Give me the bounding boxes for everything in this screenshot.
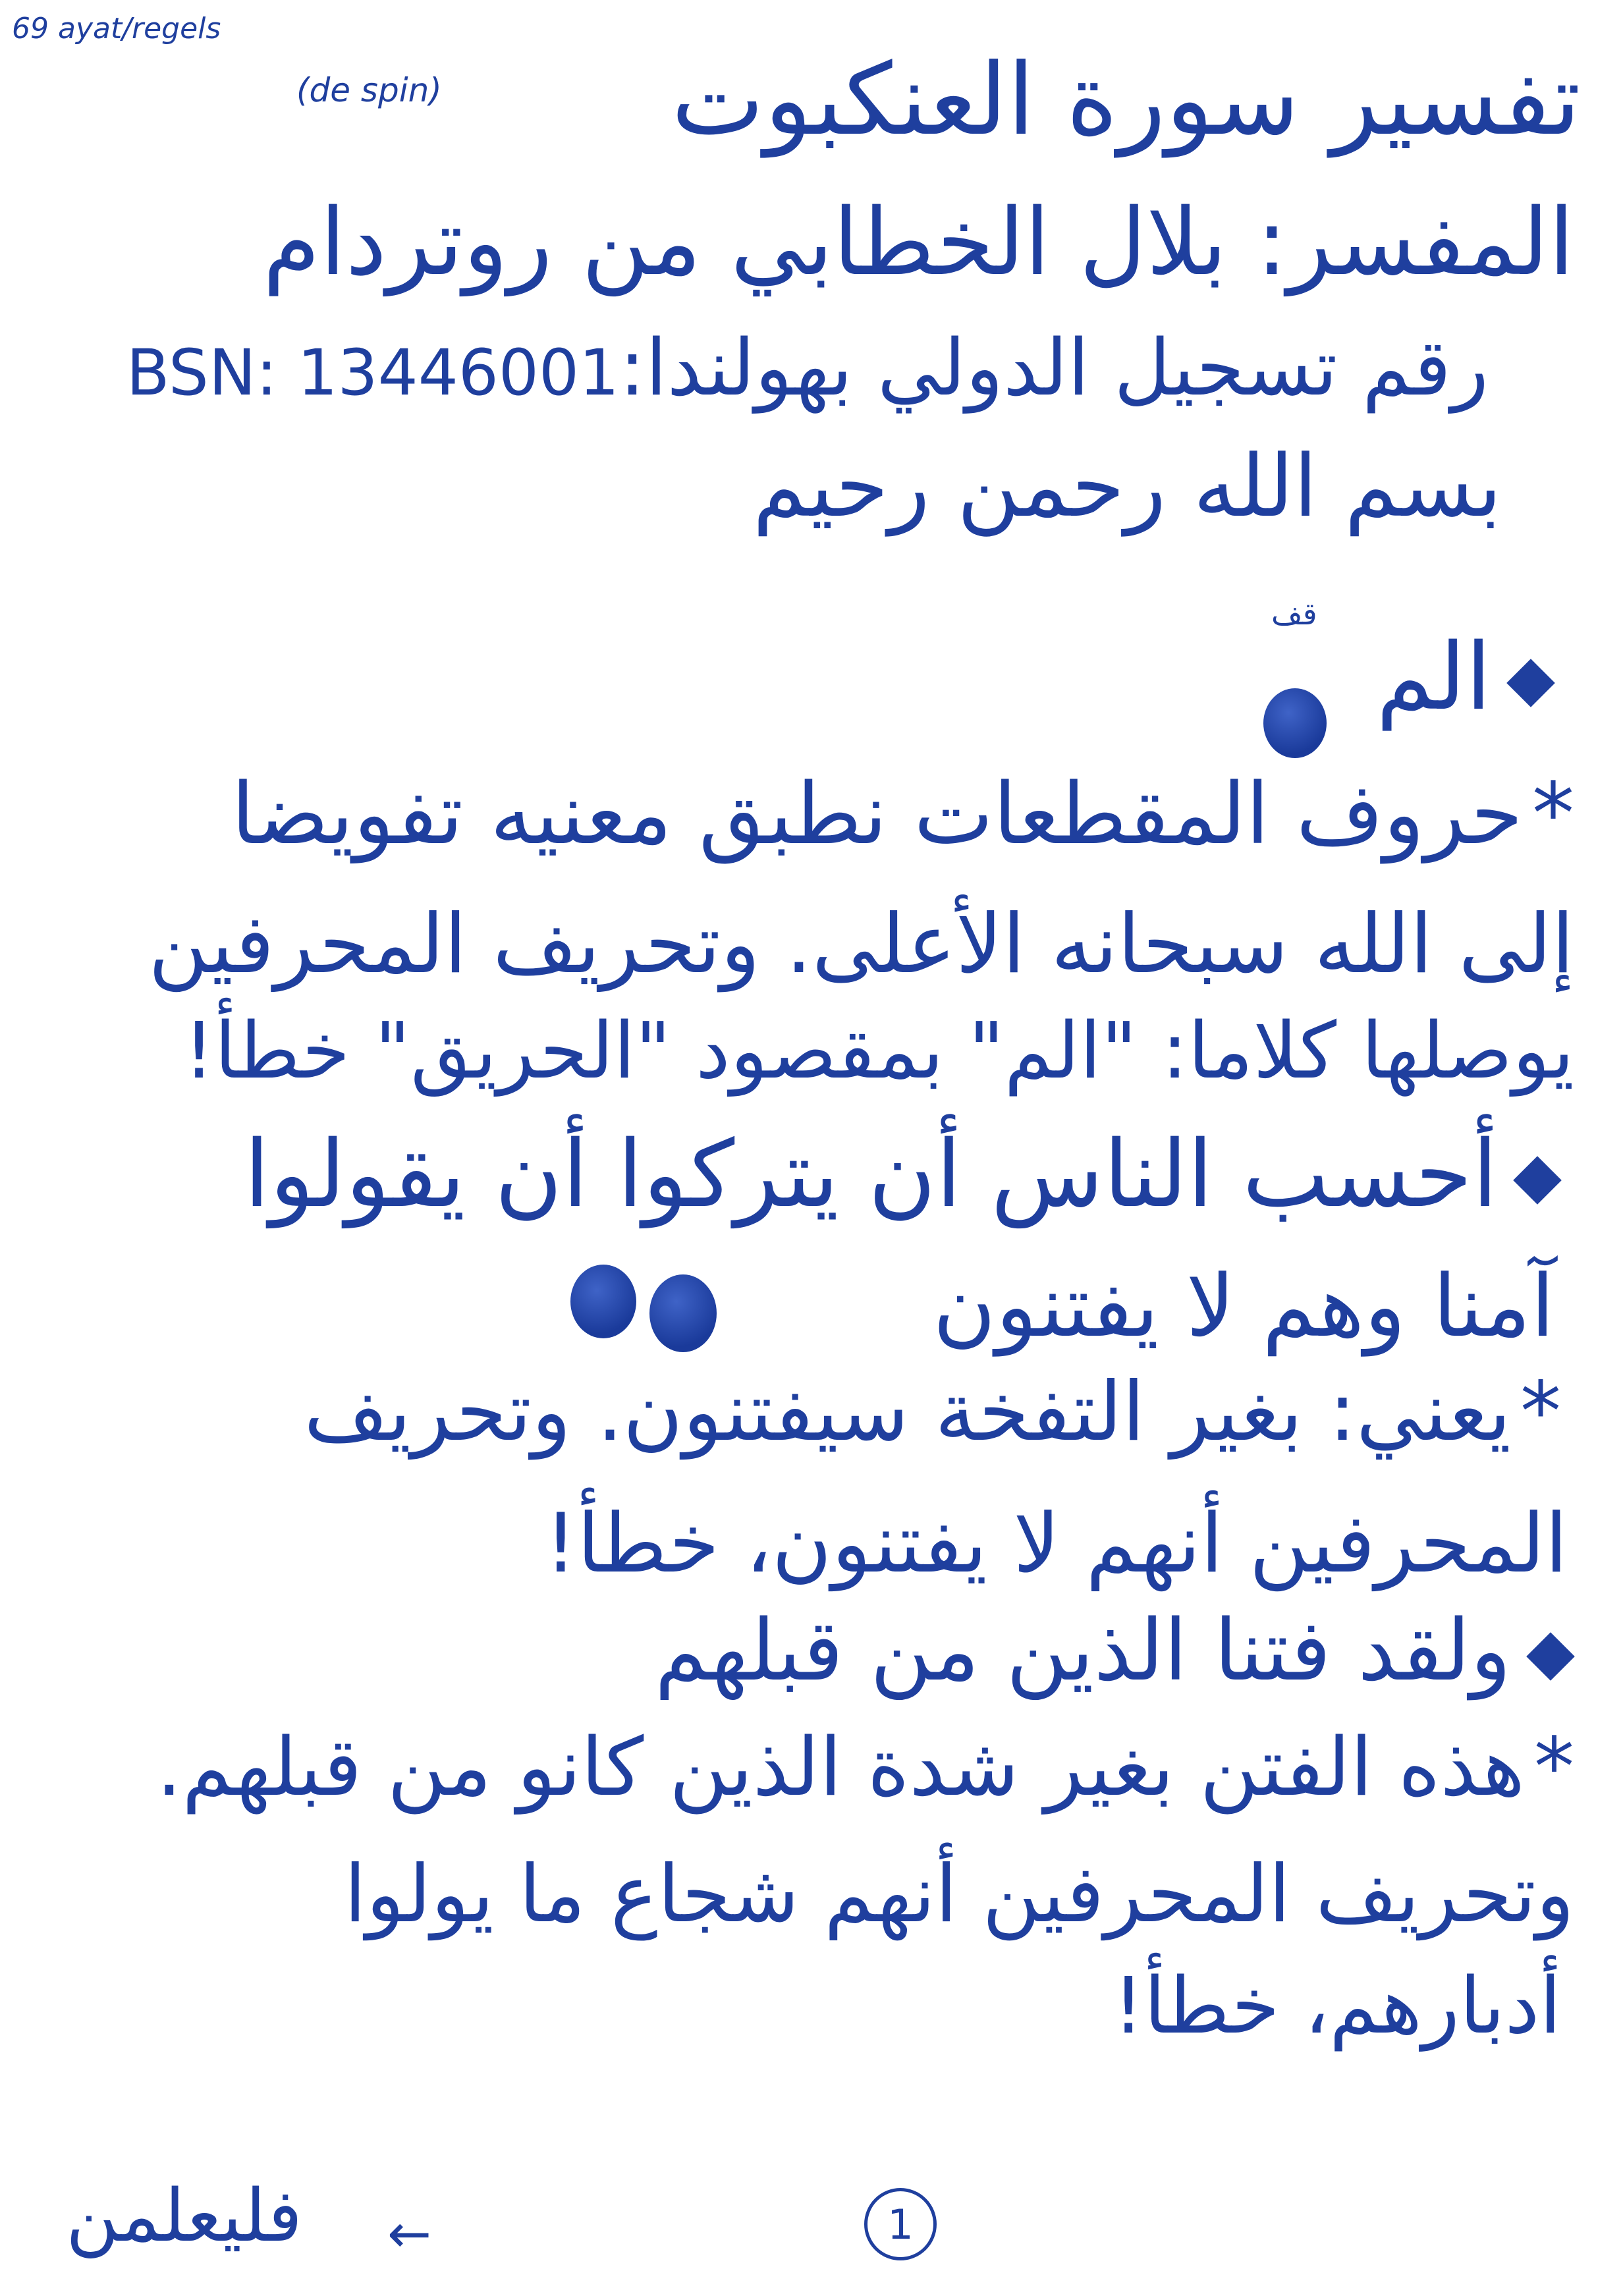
verse-3 bbox=[654, 1600, 1568, 1702]
verse-3-text: ولقد فتنا الذين من قبلهم bbox=[654, 1602, 1511, 1700]
commentary-3-line-1 bbox=[26, 1719, 1574, 1815]
basmala: بسم الله رحمن رحيم bbox=[752, 436, 1502, 536]
verse-1-text: الم bbox=[1376, 624, 1491, 731]
commentary-2-line-2: المحرفين أنهم لا يفتنون، خطأ! bbox=[544, 1496, 1568, 1591]
pause-mark: قف bbox=[1271, 596, 1317, 632]
verse-2-line-1 bbox=[151, 1120, 1554, 1230]
commentator-line: المفسر: بلال الخطابي من روتردام bbox=[263, 189, 1574, 296]
verse-diamond-marker bbox=[1513, 1157, 1562, 1205]
commentary-3-text-1: هذه الفتن بغير شدة الذين كانو من قبلهم. bbox=[156, 1720, 1525, 1814]
verse-end-dot bbox=[1263, 688, 1327, 758]
page-number: 1 bbox=[864, 2188, 937, 2260]
commentary-1-line-1 bbox=[40, 764, 1574, 865]
verse-count-note: 69 ayat/regels bbox=[12, 12, 221, 45]
commentary-star: * bbox=[1520, 1365, 1561, 1460]
verse-diamond-marker bbox=[1526, 1632, 1575, 1681]
commentary-3-line-3: أدبارهم، خطأ! bbox=[1113, 1960, 1561, 2051]
commentary-star: * bbox=[1534, 1720, 1574, 1814]
commentary-1-line-3: يوصلها كلاما: "الم" بمقصود "الحريق" خطأ! bbox=[183, 1005, 1574, 1096]
commentary-1-line-2: إلى الله سبحانه الأعلى. وتحريف المحرفين bbox=[148, 897, 1574, 992]
verse-end-dot bbox=[570, 1265, 636, 1338]
surah-name-note: (de spin) bbox=[296, 71, 442, 109]
commentary-2-text-1: يعني: بغير التفخة سيفتنون. وتحريف bbox=[304, 1365, 1511, 1460]
registration-line bbox=[13, 321, 1489, 415]
verse-diamond-marker bbox=[1506, 659, 1555, 708]
verse-2-text-1: أحسب الناس أن يتركوا أن يقولوا bbox=[244, 1121, 1498, 1228]
left-arrow-icon: ← bbox=[387, 2203, 432, 2264]
catchword: فليعلمن bbox=[66, 2173, 303, 2258]
verse-2-line-2: آمنا وهم لا يفتنون bbox=[933, 1256, 1554, 1356]
commentary-3-line-2: وتحريف المحرفين أنهم شجاع ما يولوا bbox=[344, 1849, 1574, 1940]
registration-number: BSN: 13446001 bbox=[126, 336, 620, 410]
page-title: تفسير سورة العنكبوت bbox=[671, 43, 1581, 157]
commentary-1-text-1: حروف المقطعات نطبق معنيه تفويضا bbox=[231, 765, 1523, 863]
commentary-star: * bbox=[1532, 765, 1574, 863]
registration-label: رقم تسجيل الدولي بهولندا: bbox=[619, 322, 1489, 413]
commentary-2-line-1 bbox=[92, 1363, 1561, 1462]
verse-end-dot bbox=[649, 1274, 717, 1352]
